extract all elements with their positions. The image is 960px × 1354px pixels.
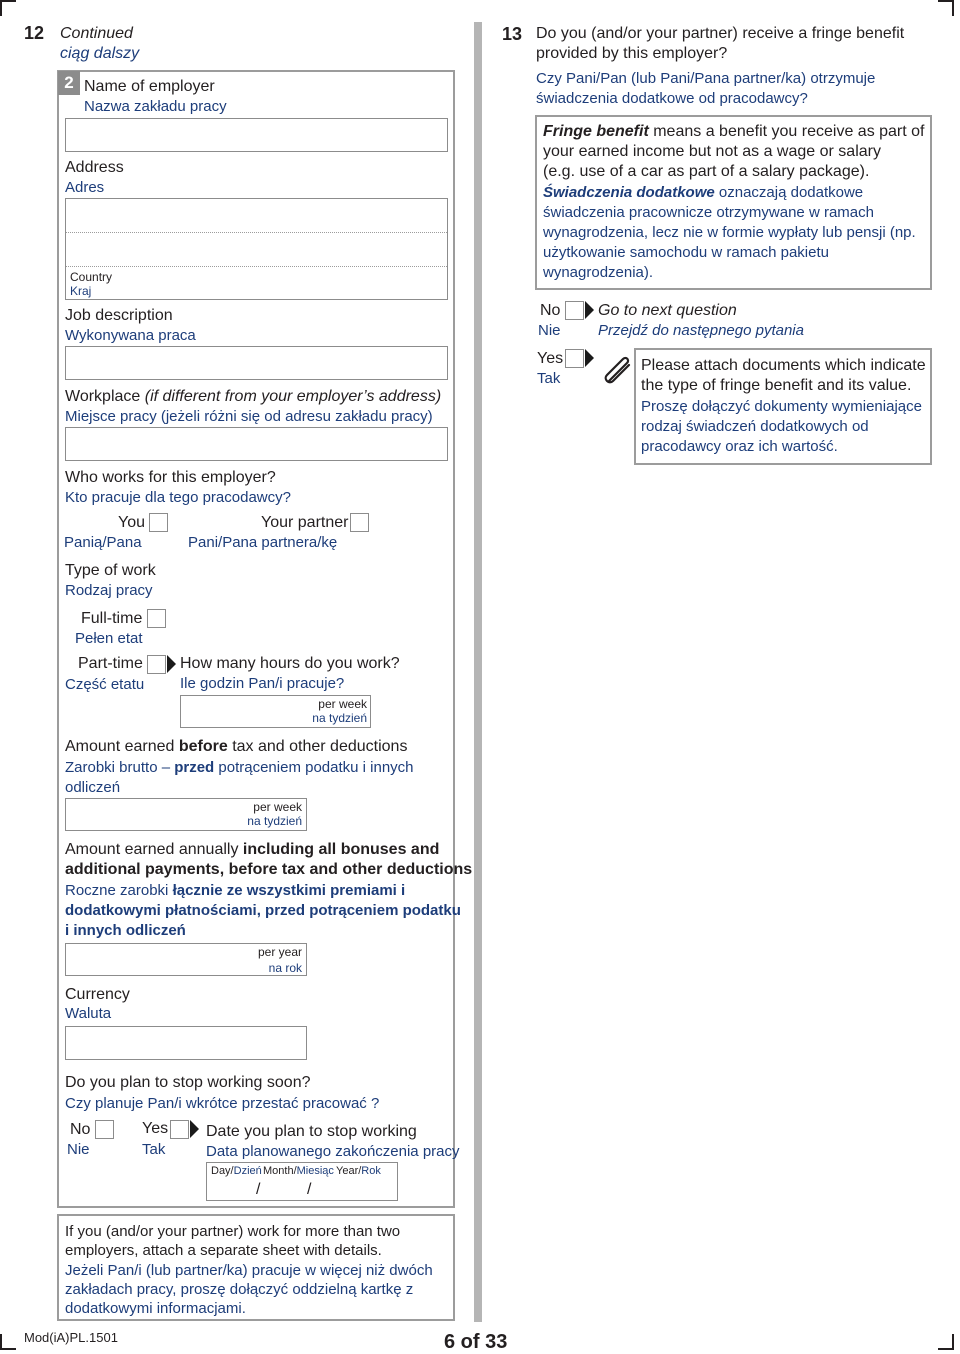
stop-date-year-caption: [336, 1165, 381, 1178]
amount-before-label: [65, 737, 407, 757]
employer-name-field[interactable]: [65, 118, 448, 152]
definition-pl-2: świadczenia pracownicze otrzymywane w ramach: [543, 204, 874, 221]
stop-working-label-pl: Czy planuje Pan/i wkrótce przestać pracować ?: [65, 1095, 380, 1112]
amount-before-pl-1: Zarobki brutto –: [65, 759, 175, 776]
crop-mark-bottom-right: [938, 1334, 954, 1350]
definition-pl-text-1: oznaczają dodatkowe: [714, 184, 864, 201]
definition-pl-4: użytkowanie samochodu w ramach pakietu: [543, 244, 829, 261]
annual-amount-label-pl: [65, 881, 405, 901]
crop-mark-top-left: [0, 0, 16, 16]
definition-pl-5: wynagrodzenia).: [543, 264, 654, 281]
attach-pl-2: rodzaj świadczeń dodatkowych od: [641, 418, 869, 435]
day-label: Day/: [211, 1165, 234, 1177]
definition-en-3: (e.g. use of a car as part of a salary package).: [543, 163, 870, 180]
job-description-field[interactable]: [65, 346, 448, 380]
q13-no-label: No: [540, 302, 561, 319]
address-line-1: [66, 232, 447, 233]
annual-text-1: Amount earned annually: [65, 841, 243, 858]
full-time-checkbox[interactable]: [147, 609, 166, 628]
currency-label-pl: Waluta: [65, 1005, 112, 1022]
full-time-label: Full-time: [81, 610, 143, 627]
partner-label: Your partner: [261, 514, 349, 531]
year-label: Year/: [336, 1165, 362, 1177]
amount-before-text-bold: before: [178, 738, 228, 755]
q13-question: Do you (and/or your partner) receive a fringe benefit: [536, 25, 905, 42]
part-time-label-pl: Część etatu: [65, 676, 145, 693]
go-to-next-question-pl: Przejdź do następnego pytania: [598, 322, 804, 339]
currency-label: Currency: [65, 986, 130, 1003]
employer-name-label: Name of employer: [84, 78, 215, 95]
address-line-2: [66, 266, 447, 267]
q13-no-checkbox[interactable]: [565, 301, 584, 320]
full-time-label-pl: Pełen etat: [75, 630, 143, 647]
q13-question-pl: Czy Pani/Pan (lub Pani/Pana partner/ka) otrzymuje: [536, 70, 876, 87]
amount-before-text-1: Amount earned: [65, 738, 179, 755]
type-of-work-label-pl: Rodzaj pracy: [65, 582, 153, 599]
note-line-pl-2: zakładach pracy, proszę dołączyć oddzielną kartkę z: [65, 1281, 414, 1298]
type-of-work-label: Type of work: [65, 562, 156, 579]
definition-term-pl: Świadczenia dodatkowe: [543, 184, 715, 201]
q13-no-label-pl: Nie: [538, 322, 561, 339]
q13-question-2: provided by this employer?: [536, 45, 728, 62]
annual-amount-label-pl-3: i innych odliczeń: [65, 922, 186, 939]
stop-no-checkbox[interactable]: [95, 1120, 114, 1139]
workplace-field[interactable]: [65, 427, 448, 461]
page-number: 6 of 33: [444, 1331, 508, 1353]
note-line-pl-3: dodatkowymi informacjami.: [65, 1300, 246, 1317]
sub-number-badge: 2: [58, 71, 80, 95]
amount-before-text-2: tax and other deductions: [227, 738, 408, 755]
attach-pl-1: Proszę dołączyć dokumenty wymieniające: [641, 398, 922, 415]
country-label: Country: [70, 270, 113, 284]
hours-label-pl: Ile godzin Pan/i pracuje?: [180, 675, 345, 692]
day-label-pl: Dzień: [233, 1165, 262, 1177]
you-checkbox[interactable]: [149, 513, 168, 532]
you-label-pl: Panią/Pana: [64, 534, 142, 551]
go-to-next-question: Go to next question: [598, 302, 737, 319]
arrow-icon: [167, 655, 176, 673]
month-label-pl: Miesiąc: [296, 1165, 334, 1177]
definition-en-1: [543, 122, 925, 142]
part-time-label: Part-time: [78, 655, 143, 672]
form-code: Mod(iA)PL.1501: [24, 1330, 118, 1345]
hours-unit-pl: na tydzień: [312, 711, 367, 725]
continued-label: Continued: [60, 25, 133, 42]
job-description-label: Job description: [65, 307, 173, 324]
definition-term: Fringe benefit: [543, 123, 649, 140]
continued-label-pl: ciąg dalszy: [60, 45, 140, 62]
stop-yes-label-pl: Tak: [142, 1141, 166, 1158]
crop-mark-top-right: [938, 0, 954, 16]
part-time-checkbox[interactable]: [147, 655, 166, 674]
partner-checkbox[interactable]: [350, 513, 369, 532]
definition-pl-1: [543, 183, 863, 203]
date-separator: /: [307, 1181, 312, 1198]
date-separator: /: [256, 1181, 261, 1198]
month-label: Month/: [263, 1165, 297, 1177]
job-description-label-pl: Wykonywana praca: [65, 327, 196, 344]
annual-amount-label-pl-2: dodatkowymi płatnościami, przed potrąceniem podatku: [65, 902, 461, 919]
attach-pl-3: pracodawcy oraz ich wartość.: [641, 438, 838, 455]
note-line-pl-1: Jeżeli Pan/i (lub partner/ka) pracuje w więcej niż dwóch: [65, 1262, 433, 1279]
paperclip-icon: [600, 352, 636, 388]
stop-date-day-caption: [211, 1165, 262, 1178]
stop-working-label: Do you plan to stop working soon?: [65, 1074, 311, 1091]
hours-label: How many hours do you work?: [180, 655, 400, 672]
partner-label-pl: Pani/Pana partnera/kę: [188, 534, 338, 551]
amount-before-pl-2: potrąceniem podatku i innych: [214, 759, 414, 776]
attach-en-2: the type of fringe benefit and its value.: [641, 377, 912, 394]
annual-pl-1: Roczne zarobki: [65, 882, 173, 899]
currency-field[interactable]: [65, 1026, 307, 1060]
annual-amount-label: [65, 840, 439, 860]
address-label: Address: [65, 159, 124, 176]
amount-before-pl-bold: przed: [174, 759, 215, 776]
workplace-label: Workplace (if different from your employer’s address): [65, 388, 442, 405]
who-works-label-pl: Kto pracuje dla tego pracodawcy?: [65, 489, 291, 506]
address-label-pl: Adres: [65, 179, 105, 196]
annual-amount-label-2: additional payments, before tax and other deductions: [65, 861, 473, 878]
arrow-icon: [190, 1120, 199, 1138]
q13-yes-label: Yes: [537, 350, 564, 367]
stop-no-label: No: [70, 1121, 91, 1138]
note-line-2: employers, attach a separate sheet with details.: [65, 1242, 382, 1259]
address-field[interactable]: [65, 198, 448, 300]
q13-yes-label-pl: Tak: [537, 370, 561, 387]
annual-text-bold-1: including all bonuses and: [242, 841, 440, 858]
stop-date-label-pl: Data planowanego zakończenia pracy: [206, 1143, 460, 1160]
employer-name-label-pl: Nazwa zakładu pracy: [84, 98, 227, 115]
hours-unit: per week: [318, 697, 367, 711]
amount-before-label-pl: [65, 758, 414, 778]
you-label: You: [118, 514, 145, 531]
note-line-1: If you (and/or your partner) work for more than two: [65, 1223, 401, 1240]
q13-yes-checkbox[interactable]: [565, 349, 584, 368]
annual-amount-unit-pl: na rok: [268, 961, 302, 975]
column-divider: [474, 22, 482, 1322]
amount-before-label-pl-2: odliczeń: [65, 779, 121, 796]
question-number-12: 12: [24, 23, 45, 43]
crop-mark-bottom-left: [0, 1334, 16, 1350]
stop-no-label-pl: Nie: [67, 1141, 90, 1158]
arrow-icon: [585, 349, 594, 367]
question-number-13: 13: [502, 24, 523, 44]
definition-text-1: means a benefit you receive as part of: [648, 123, 925, 140]
who-works-label: Who works for this employer?: [65, 469, 276, 486]
definition-en-2: your earned income but not as a wage or salary: [543, 143, 881, 160]
amount-before-unit: per week: [253, 800, 302, 814]
country-label-pl: Kraj: [70, 284, 92, 298]
annual-pl-bold-1: łącznie ze wszystkimi premiami i: [172, 882, 406, 899]
q13-question-pl-2: świadczenia dodatkowe od pracodawcy?: [536, 90, 808, 107]
attach-en-1: Please attach documents which indicate: [641, 357, 926, 374]
stop-date-label: Date you plan to stop working: [206, 1123, 417, 1140]
annual-amount-unit: per year: [257, 945, 302, 959]
stop-date-month-caption: [263, 1165, 334, 1178]
arrow-icon: [585, 301, 594, 319]
stop-yes-checkbox[interactable]: [170, 1120, 189, 1139]
year-label-pl: Rok: [361, 1165, 381, 1177]
stop-yes-label: Yes: [142, 1120, 169, 1137]
amount-before-unit-pl: na tydzień: [247, 814, 302, 828]
definition-pl-3: wynagrodzenia, lecz nie w formie wypłaty lub pensji (np.: [543, 224, 916, 241]
workplace-label-pl: Miejsce pracy (jeżeli różni się od adresu zakładu pracy): [65, 408, 433, 425]
